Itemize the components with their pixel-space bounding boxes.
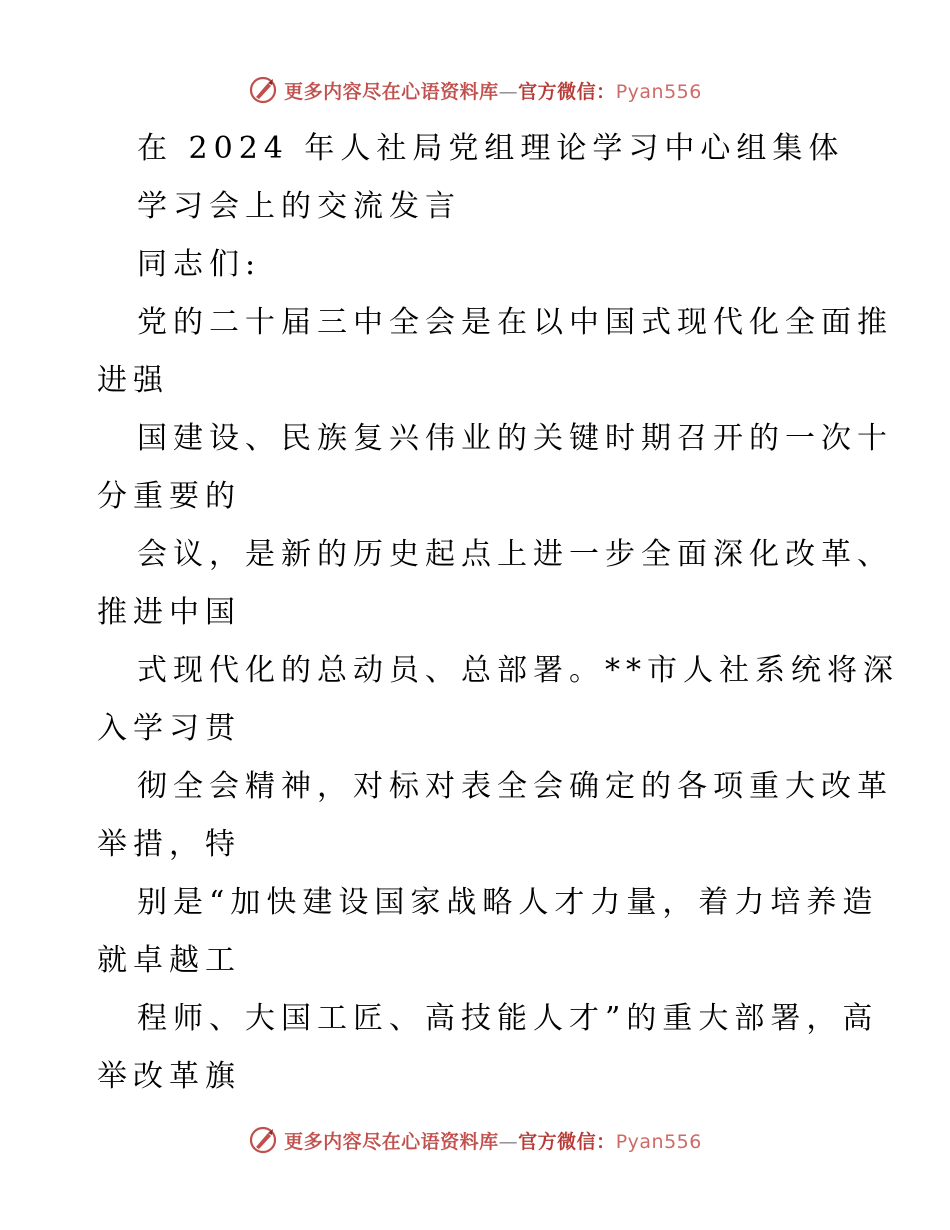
quill-logo-icon bbox=[248, 75, 278, 105]
paragraph-line: 程师、大国工匠、高技能人才”的重大部署，高 bbox=[137, 1001, 879, 1036]
paragraph-line: 会议，是新的历史起点上进一步全面深化改革、 bbox=[137, 537, 893, 572]
watermark-wechat-label: 官方微信： bbox=[518, 80, 616, 103]
document-title-line-1: 在 2024 年人社局党组理论学习中心组集体 bbox=[137, 131, 845, 166]
document-title-line-2: 学习会上的交流发言 bbox=[137, 189, 461, 224]
paragraph-line: 举措，特 bbox=[97, 827, 241, 862]
paragraph-line: 国建设、民族复兴伟业的关键时期召开的一次十 bbox=[137, 421, 893, 456]
watermark-text bbox=[284, 77, 702, 104]
watermark-wechat-label: 官方微信： bbox=[518, 1130, 616, 1153]
paragraph-line: 进强 bbox=[97, 363, 169, 398]
watermark-wechat-id: Pyan556 bbox=[615, 1130, 702, 1153]
paragraph-line: 党的二十届三中全会是在以中国式现代化全面推 bbox=[137, 305, 893, 340]
salutation: 同志们: bbox=[137, 247, 262, 282]
paragraph-line: 举改革旗 bbox=[97, 1059, 241, 1094]
paragraph-line: 式现代化的总动员、总部署。**市人社系统将深 bbox=[137, 653, 899, 688]
watermark-separator: — bbox=[498, 1130, 519, 1153]
paragraph-line: 别是“加快建设国家战略人才力量，着力培养造 bbox=[137, 885, 879, 920]
paragraph-line: 分重要的 bbox=[97, 479, 241, 514]
paragraph-line: 彻全会精神，对标对表全会确定的各项重大改革 bbox=[137, 769, 893, 804]
paragraph-line: 就卓越工 bbox=[97, 943, 241, 978]
watermark-wechat-id: Pyan556 bbox=[615, 80, 702, 103]
header-watermark bbox=[0, 72, 950, 108]
watermark-separator: — bbox=[498, 80, 519, 103]
watermark-text bbox=[284, 1127, 702, 1154]
paragraph-line: 推进中国 bbox=[97, 595, 241, 630]
footer-watermark bbox=[0, 1122, 950, 1158]
quill-logo-icon bbox=[248, 1125, 278, 1155]
watermark-brand: 更多内容尽在心语资料库 bbox=[284, 1130, 499, 1153]
paragraph-line: 入学习贯 bbox=[97, 711, 241, 746]
watermark-brand: 更多内容尽在心语资料库 bbox=[284, 80, 499, 103]
